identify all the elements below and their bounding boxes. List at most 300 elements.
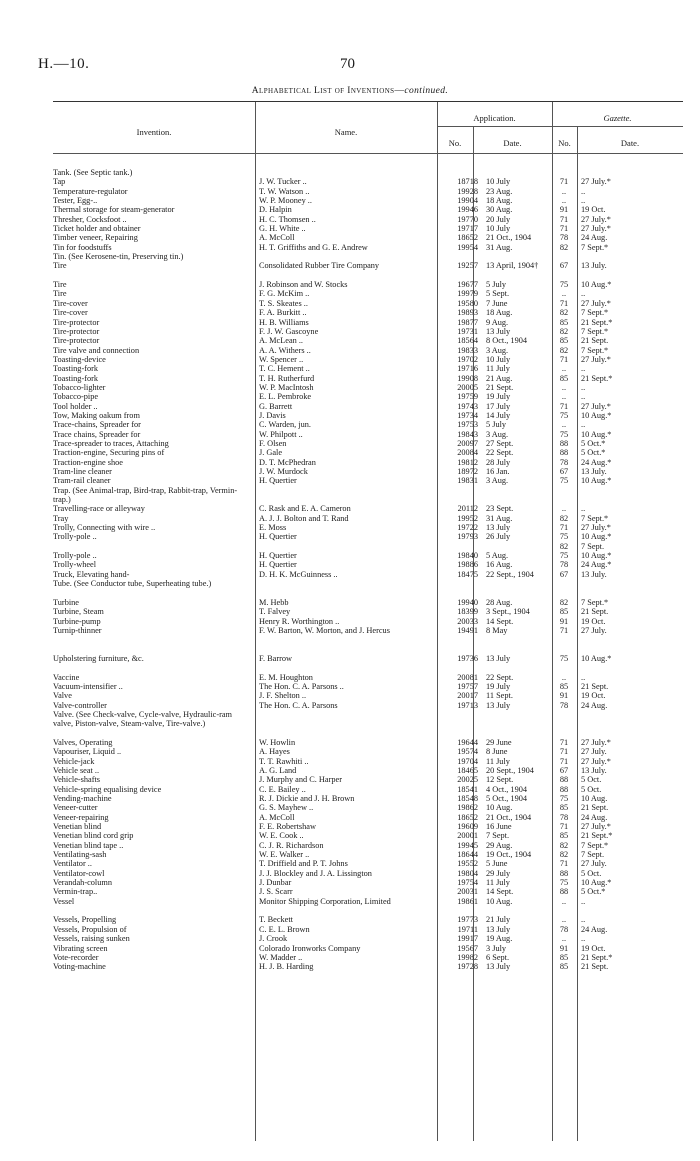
gazette-no-cell: 71 [559, 737, 569, 747]
gazette-no-cell: 75 [559, 476, 569, 486]
gazette-date-cell: 21 Sept. [581, 803, 609, 813]
invention-cell: Tap [53, 177, 66, 187]
gazette-no-cell: 91 [559, 205, 569, 215]
gazette-no-cell: .. [561, 672, 567, 682]
application-no-cell: 19567 [457, 943, 478, 953]
page-title-continued: continued. [404, 86, 449, 96]
application-no-cell: 19713 [457, 700, 478, 710]
invention-cell: Tin for foodstuffs [53, 242, 112, 252]
invention-cell: Vehicle-spring equalising device [53, 784, 162, 794]
gazette-date-cell: 24 Aug.* [581, 457, 612, 467]
invention-cell: Travelling-race or alleyway [53, 504, 145, 514]
gazette-date-cell: 21 Sept. [581, 336, 609, 346]
gazette-date-cell: 5 Oct. [581, 775, 602, 785]
application-no-cell: 19952 [457, 513, 478, 523]
invention-cell: Toasting-device [53, 354, 106, 364]
name-cell: F. A. Burkitt .. [259, 308, 307, 318]
application-no-cell: 19728 [457, 962, 478, 972]
invention-cell: Thresher, Cocksfoot .. [53, 214, 127, 224]
table-row [53, 859, 683, 868]
gazette-no-cell: 78 [559, 233, 569, 243]
document-reference: H.—10. [38, 56, 90, 72]
table-row [53, 514, 683, 523]
name-cell: The Hon. C. A. Parsons [259, 700, 338, 710]
name-cell: F. Olsen [259, 438, 287, 448]
application-no-cell: 18548 [457, 794, 478, 803]
application-no-cell: 18652 [457, 233, 478, 243]
table-row [53, 915, 683, 924]
invention-cell: Ventilating-sash [53, 850, 107, 860]
gazette-date-cell: 21 Sept. [581, 681, 609, 691]
gazette-no-cell: 75 [559, 551, 569, 561]
name-cell: H. Quertier [259, 476, 297, 486]
application-date-cell: 5 Oct., 1904 [486, 794, 528, 803]
table-row [53, 467, 683, 476]
gazette-date-cell: 27 July.* [581, 224, 611, 234]
table-row [53, 757, 683, 766]
gazette-date-cell: 24 Aug. [581, 924, 608, 934]
application-no-cell: 20031 [457, 887, 478, 897]
application-no-cell: 18652 [457, 812, 478, 822]
invention-cell: Vermin-trap.. [53, 887, 98, 897]
application-no-cell: 19677 [457, 280, 478, 290]
invention-cell: Tire-protector [53, 317, 100, 327]
application-date-cell: 28 Aug. [486, 597, 513, 607]
application-date-cell: 8 May [486, 625, 508, 635]
name-cell: A. McColl [259, 233, 295, 243]
invention-cell: Tire-protector [53, 326, 100, 336]
gazette-no-cell: 71 [559, 401, 569, 411]
application-no-cell: 19886 [457, 560, 478, 570]
application-date-cell: 3 July [486, 943, 507, 953]
gazette-date-cell: 24 Aug. [581, 700, 608, 710]
invention-cell: Tire [53, 280, 67, 290]
gazette-no-cell: .. [561, 196, 567, 206]
table-row [53, 944, 683, 953]
application-date-cell: 8 June [486, 747, 508, 757]
application-date-cell: 10 July [486, 354, 511, 364]
name-cell: F. W. Barton, W. Morton, and J. Hercus [259, 625, 390, 635]
application-no-cell: 18475 [457, 569, 478, 579]
application-no-cell: 19702 [457, 354, 478, 364]
name-cell: The Hon. C. A. Parsons .. [259, 681, 344, 691]
gazette-no-cell: 67 [559, 569, 569, 579]
invention-cell: Trolly, Connecting with wire .. [53, 523, 156, 533]
gazette-date-cell: .. [581, 186, 586, 196]
name-cell: W. Madder .. [259, 952, 303, 962]
application-date-cell: 8 Oct., 1904 [486, 336, 528, 346]
table-row [53, 374, 683, 383]
gazette-date-cell: .. [581, 504, 586, 514]
application-date-cell: 10 July [486, 224, 511, 234]
table-row [53, 355, 683, 364]
application-date-cell: 5 June [486, 859, 508, 869]
gazette-date-cell: 21 Sept.* [581, 831, 613, 841]
gazette-date-cell: 27 July.* [581, 177, 611, 187]
name-cell: C. Rask and E. A. Cameron [259, 504, 351, 514]
table-row [53, 420, 683, 429]
gazette-no-cell: 82 [559, 850, 569, 860]
gazette-date-cell: 10 Aug. [581, 794, 608, 803]
gazette-date-cell: .. [581, 364, 586, 374]
table-row [53, 261, 683, 280]
invention-cell: Turbine [53, 597, 79, 607]
application-date-cell: 18 Aug. [486, 196, 513, 206]
table-row [53, 822, 683, 831]
name-cell: J. Gale [259, 448, 283, 458]
gazette-date-cell: 7 Sept.* [581, 242, 609, 252]
name-cell: T. S. Skeates .. [259, 298, 308, 308]
table-row [53, 962, 683, 971]
application-date-cell: 14 Sept. [486, 616, 514, 626]
col-header-gaz-no: No. [558, 138, 571, 148]
gazette-no-cell: 85 [559, 681, 569, 691]
name-cell: J. Davis [259, 410, 286, 420]
invention-cell: Veneer-repairing [53, 812, 109, 822]
gazette-no-cell: 91 [559, 616, 569, 626]
gazette-date-cell: 27 July.* [581, 523, 611, 533]
gazette-date-cell: 13 July. [581, 467, 607, 476]
gazette-no-cell: 88 [559, 784, 569, 794]
gazette-date-cell: 10 Aug.* 7 Sept. [581, 532, 612, 551]
name-cell: T. Beckett [259, 915, 293, 925]
name-cell: W. E. Walker .. [259, 850, 310, 860]
table-row [53, 579, 683, 598]
application-date-cell: 6 Sept. [486, 952, 510, 962]
application-date-cell: 13 July [486, 523, 511, 533]
table-row [53, 654, 683, 663]
name-cell: A. McColl [259, 812, 295, 822]
name-cell: J. S. Scarr [259, 887, 293, 897]
table-row [53, 850, 683, 859]
application-no-cell: 20097 [457, 438, 478, 448]
table-row [53, 878, 683, 887]
application-no-cell: 19979 [457, 289, 478, 299]
invention-cell: Tow, Making oakum from [53, 410, 140, 420]
application-no-cell: 18972 [457, 467, 478, 476]
gazette-date-cell: 27 July.* [581, 401, 611, 411]
application-no-cell: 19734 [457, 410, 478, 420]
name-cell: J. W. Tucker .. [259, 177, 307, 187]
application-no-cell: 20112 [457, 504, 478, 514]
table-row [53, 831, 683, 840]
gazette-date-cell: 24 Aug.* [581, 560, 612, 570]
gazette-no-cell: 71 [559, 224, 569, 234]
invention-cell: Vibrating screen [53, 943, 108, 953]
gazette-no-cell: 67 [559, 467, 569, 476]
application-no-cell: 19754 [457, 878, 478, 888]
application-no-cell: 19717 [457, 224, 478, 234]
gazette-no-cell: 71 [559, 214, 569, 224]
application-date-cell: 23 Aug. [486, 186, 513, 196]
application-no-cell: 19731 [457, 326, 478, 336]
invention-cell: Truck, Elevating hand- [53, 569, 130, 579]
application-no-cell: 19954 [457, 242, 478, 252]
application-date-cell: 18 Aug. [486, 308, 513, 318]
name-cell: T. H. Rutherfurd [259, 373, 315, 383]
application-no-cell: 19759 [457, 392, 478, 402]
gazette-date-cell: 5 Oct.* [581, 448, 606, 458]
table-row [53, 243, 683, 252]
invention-cell: Vacuum-intensifier .. [53, 681, 123, 691]
application-no-cell: 19862 [457, 803, 478, 813]
name-cell: Henry R. Worthington .. [259, 616, 340, 626]
invention-cell: Tire-cover [53, 308, 88, 318]
application-date-cell: 10 July [486, 177, 511, 187]
invention-cell: Ventilator .. [53, 859, 92, 869]
gazette-date-cell: .. [581, 672, 586, 682]
application-date-cell: 3 Aug. [486, 429, 509, 439]
header-rule-bottom [53, 153, 683, 154]
gazette-date-cell: 27 July.* [581, 214, 611, 224]
application-no-cell: 19743 [457, 401, 478, 411]
gazette-date-cell: 7 Sept.* [581, 597, 609, 607]
invention-cell: Turnip-thinner [53, 625, 102, 635]
application-date-cell: 22 Sept. [486, 672, 514, 682]
application-date-cell: 10 Aug. [486, 803, 513, 813]
name-cell: A. G. Land [259, 765, 297, 775]
table-row [53, 841, 683, 850]
application-no-cell: 20033 [457, 616, 478, 626]
name-cell: J. Crook [259, 934, 288, 944]
application-no-cell: 20084 [457, 448, 478, 458]
gazette-date-cell: 10 Aug.* [581, 280, 612, 290]
application-no-cell: 19893 [457, 308, 478, 318]
gazette-no-cell: 71 [559, 822, 569, 832]
name-cell: H. Quertier [259, 551, 297, 561]
table-row [53, 299, 683, 308]
table-row [53, 710, 683, 738]
table-row [53, 803, 683, 812]
name-cell: W. P. MacIntosh [259, 382, 314, 392]
name-cell: J. Robinson and W. Stocks [259, 280, 348, 290]
table-row [53, 869, 683, 878]
name-cell: F. Barrow [259, 653, 292, 663]
gazette-no-cell: 85 [559, 803, 569, 813]
gazette-no-cell: .. [561, 896, 567, 906]
gazette-date-cell: 13 July. [581, 261, 607, 271]
invention-cell: Vehicle-jack [53, 756, 95, 766]
invention-cell: Venetian blind tape .. [53, 840, 124, 850]
gazette-date-cell: 21 Sept. [581, 607, 609, 617]
application-date-cell: 11 Sept. [486, 691, 513, 701]
application-no-cell: 19928 [457, 186, 478, 196]
gazette-no-cell: 71 [559, 354, 569, 364]
col-header-app-no: No. [448, 138, 462, 148]
application-no-cell: 18541 [457, 784, 478, 794]
gazette-no-cell: .. [561, 289, 567, 299]
gazette-no-cell: 85 [559, 952, 569, 962]
application-date-cell: 29 June [486, 737, 512, 747]
gazette-no-cell: 71 [559, 747, 569, 757]
gazette-date-cell: 10 Aug.* [581, 878, 612, 888]
gazette-date-cell: 5 Oct.* [581, 438, 606, 448]
invention-cell: Turbine-pump [53, 616, 101, 626]
application-no-cell: 19908 [457, 373, 478, 383]
invention-cell: Vote-recorder [53, 952, 99, 962]
name-cell: A. McLean .. [259, 336, 304, 346]
invention-cell: Trolly-wheel [53, 560, 97, 570]
table-row [53, 458, 683, 467]
gazette-no-cell: 75 82 [559, 532, 569, 551]
application-date-cell: 13 July [486, 962, 511, 972]
gazette-date-cell: 13 July. [581, 569, 607, 579]
table-row [53, 252, 683, 261]
gazette-no-cell: 71 [559, 859, 569, 869]
table-row [53, 766, 683, 775]
gazette-no-cell: 85 [559, 336, 569, 346]
gazette-date-cell: 27 July. [581, 747, 607, 757]
gazette-no-cell: 88 [559, 438, 569, 448]
application-no-cell: 19940 [457, 597, 478, 607]
gazette-no-cell: 75 [559, 878, 569, 888]
invention-cell: Venetian blind [53, 822, 102, 832]
name-cell: F. J. W. Gascoyne [259, 326, 319, 336]
table-row [53, 813, 683, 822]
name-cell: J. J. Blockley and J. A. Lissington [259, 868, 372, 878]
invention-cell: Toasting-fork [53, 373, 99, 383]
invention-cell: Tire valve and connection [53, 345, 140, 355]
application-no-cell: 19833 [457, 345, 478, 355]
application-date-cell: 31 Aug. [486, 242, 513, 252]
gazette-date-cell: .. [581, 382, 586, 392]
invention-cell: Traction-engine shoe [53, 457, 123, 467]
gazette-date-cell: 5 Oct. [581, 784, 602, 794]
gazette-no-cell: 75 [559, 429, 569, 439]
application-no-cell: 19770 [457, 214, 478, 224]
gazette-date-cell: 24 Aug. [581, 233, 608, 243]
table-row [53, 486, 683, 505]
gazette-no-cell: 88 [559, 868, 569, 878]
table-row [53, 430, 683, 439]
col-header-invention: Invention. [136, 127, 172, 137]
table-row [53, 794, 683, 803]
invention-cell: Vessels, raising sunken [53, 934, 130, 944]
name-cell: F. G. McKim .. [259, 289, 310, 299]
application-date-cell: 31 Aug. [486, 513, 513, 523]
table-row [53, 383, 683, 392]
application-date-cell: 22 Sept., 1904 [486, 569, 534, 579]
application-date-cell: 10 Aug. [486, 896, 513, 906]
application-date-cell: 20 Sept., 1904 [486, 765, 534, 775]
gazette-date-cell: 19 Oct. [581, 943, 606, 953]
name-cell: A. A. Withers .. [259, 345, 311, 355]
gazette-date-cell: .. [581, 420, 586, 430]
gazette-no-cell: 85 [559, 962, 569, 972]
application-date-cell: 9 Aug. [486, 317, 509, 327]
gazette-date-cell: .. [581, 934, 586, 944]
name-cell: G. H. White .. [259, 224, 306, 234]
application-date-cell: 21 Oct., 1904 [486, 812, 532, 822]
gazette-no-cell: 88 [559, 887, 569, 897]
name-cell: E. M. Houghton [259, 672, 313, 682]
application-date-cell: 13 April, 1904† [486, 261, 539, 271]
table-row [53, 626, 683, 645]
table-row [53, 318, 683, 327]
name-cell: T. W. Watson .. [259, 186, 310, 196]
gazette-date-cell: 27 July.* [581, 822, 611, 832]
application-date-cell: 21 Sept. [486, 382, 514, 392]
table-row [53, 673, 683, 682]
application-no-cell: 19982 [457, 952, 478, 962]
invention-cell: Vehicle-shafts [53, 775, 100, 785]
application-no-cell: 19716 [457, 364, 478, 374]
application-date-cell: 11 July [486, 878, 510, 888]
gazette-no-cell: 85 [559, 317, 569, 327]
application-no-cell: 19793 [457, 532, 478, 542]
gazette-no-cell: 82 [559, 513, 569, 523]
table-row [53, 224, 683, 233]
gazette-date-cell: 21 Sept.* [581, 952, 613, 962]
col-header-gazette: Gazette. [603, 113, 632, 123]
invention-cell: Valve-controller [53, 700, 107, 710]
table-row [53, 887, 683, 896]
gazette-no-cell: .. [561, 186, 567, 196]
gazette-no-cell: .. [561, 934, 567, 944]
gazette-no-cell: 85 [559, 373, 569, 383]
table-row [53, 691, 683, 700]
table-row [53, 747, 683, 756]
application-no-cell: 19804 [457, 868, 478, 878]
application-date-cell: 5 July [486, 280, 507, 290]
application-date-cell: 19 July [486, 392, 511, 402]
application-date-cell: 29 July [486, 868, 511, 878]
name-cell: R. J. Dickie and J. H. Brown [259, 794, 355, 803]
table-row [53, 598, 683, 607]
gazette-no-cell: .. [561, 915, 567, 925]
gazette-no-cell: .. [561, 364, 567, 374]
application-date-cell: 16 Aug. [486, 560, 513, 570]
gazette-no-cell: 67 [559, 765, 569, 775]
application-date-cell: 27 Sept. [486, 438, 514, 448]
name-cell: D. H. K. McGuinness .. [259, 569, 338, 579]
application-no-cell: 20017 [457, 691, 478, 701]
table-row [53, 439, 683, 448]
table-row [53, 402, 683, 411]
gazette-no-cell: .. [561, 504, 567, 514]
invention-cell: Veneer-cutter [53, 803, 98, 813]
invention-cell: Vaccine [53, 672, 80, 682]
gazette-no-cell: 71 [559, 756, 569, 766]
gazette-no-cell: 71 [559, 625, 569, 635]
invention-cell: Valve. (See Check-valve, Cycle-valve, Hydraulic-ram valve, Piston-valve, Steam-valve, Tire-valve.) [53, 709, 232, 729]
table-row [53, 560, 683, 569]
invention-cell: Turbine, Steam [53, 607, 104, 617]
invention-cell: Tire-protector [53, 336, 100, 346]
gazette-no-cell: 78 [559, 924, 569, 934]
application-no-cell: 18399 [457, 607, 478, 617]
application-date-cell: 16 June [486, 822, 512, 832]
gazette-date-cell: 19 Oct. [581, 616, 606, 626]
application-date-cell: 21 Oct., 1904 [486, 233, 532, 243]
gazette-date-cell: .. [581, 196, 586, 206]
table-row [53, 476, 683, 485]
gazette-no-cell: 78 [559, 560, 569, 570]
name-cell: W. P. Mooney .. [259, 196, 312, 206]
table-row [53, 336, 683, 345]
name-cell: J. Dunbar [259, 878, 292, 888]
name-cell: G. Barrett [259, 401, 293, 411]
application-no-cell: 19843 [457, 429, 478, 439]
application-no-cell: 19580 [457, 298, 478, 308]
gazette-date-cell: 5 Oct. [581, 868, 602, 878]
col-header-app-date: Date. [503, 138, 522, 148]
invention-cell: Vapouriser, Liquid .. [53, 747, 122, 757]
invention-cell: Temperature-regulator [53, 186, 128, 196]
invention-cell: Tobacco-pipe [53, 392, 99, 402]
application-date-cell: 14 Sept. [486, 887, 514, 897]
gazette-no-cell: 75 [559, 410, 569, 420]
